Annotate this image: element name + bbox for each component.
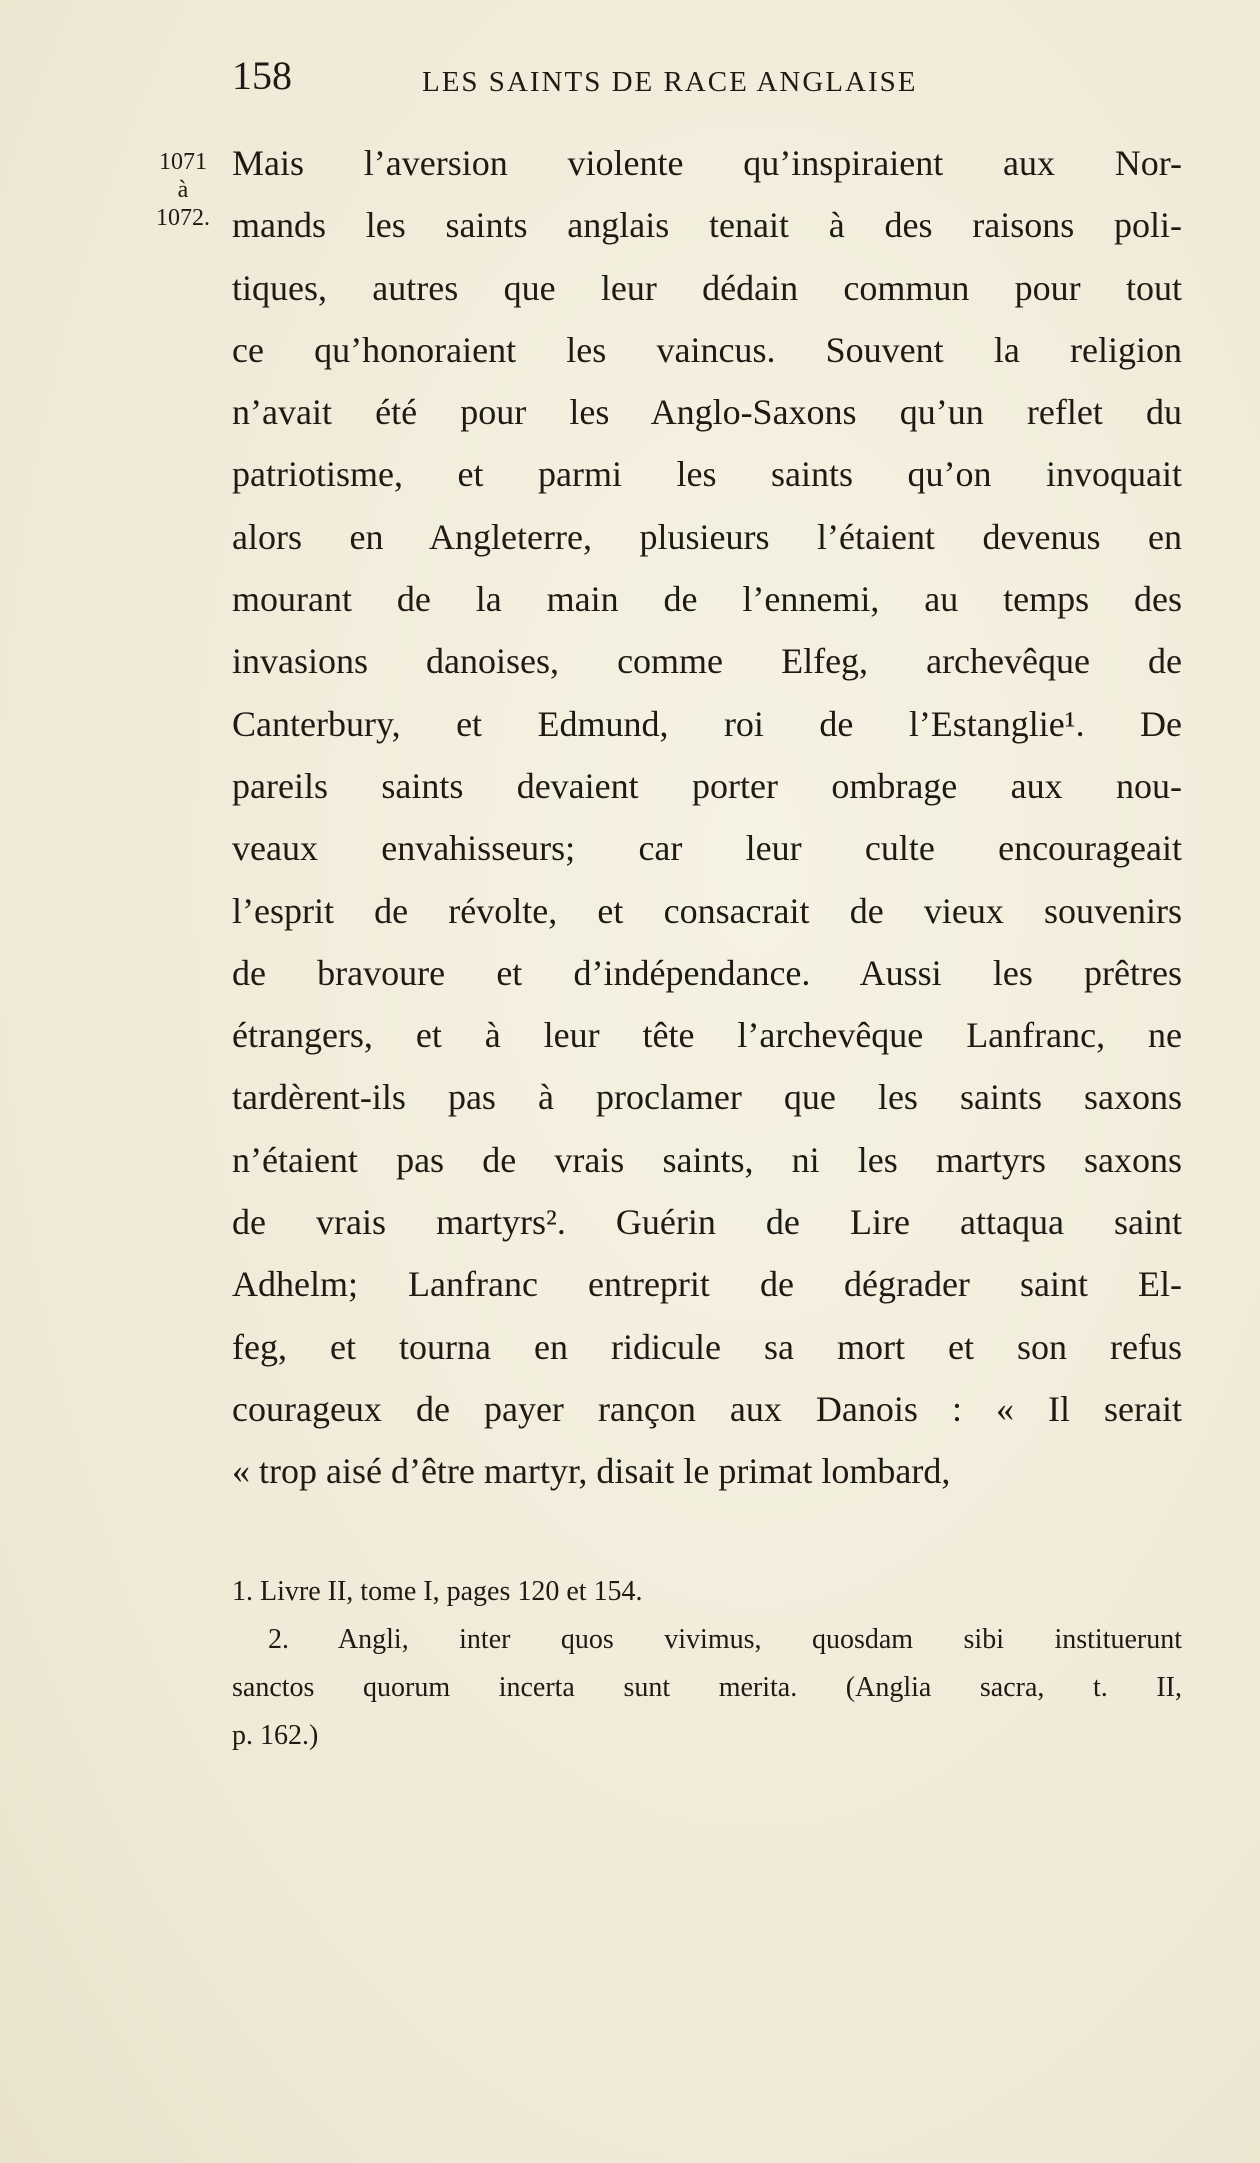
- text-line: étrangers, et à leur tête l’archevêque Lanfranc, ne: [232, 1015, 1182, 1056]
- text-line: alors en Angleterre, plusieurs l’étaient devenus en: [232, 516, 1182, 557]
- text-line: tardèrent-ils pas à proclamer que les saints saxons: [232, 1077, 1182, 1118]
- text-line: tiques, autres que leur dédain commun pour tout: [232, 267, 1182, 308]
- running-head: LES SAINTS DE RACE ANGLAISE: [422, 66, 918, 98]
- margin-date-separator: à: [177, 177, 189, 203]
- text-line: n’avait été pour les Anglo-Saxons qu’un reflet du: [232, 392, 1182, 433]
- text-line: veaux envahisseurs; car leur culte encourageait: [232, 828, 1182, 869]
- text-line: Mais l’aversion violente qu’inspiraient aux Nor-: [232, 143, 1182, 183]
- margin-date-note: [138, 148, 228, 232]
- footnote-2-continued: sanctos quorum incerta sunt merita. (Anglia sacra, t. II,: [232, 1672, 1182, 1703]
- text-line: mourant de la main de l’ennemi, au temps des: [232, 579, 1182, 620]
- margin-date-to: 1072.: [156, 205, 210, 231]
- footnote-1: 1. Livre II, tome I, pages 120 et 154.: [232, 1576, 643, 1607]
- page-number: 158: [232, 53, 292, 98]
- text-line: Canterbury, et Edmund, roi de l’Estanglie¹. De: [232, 703, 1182, 744]
- text-line: de vrais martyrs². Guérin de Lire attaqua saint: [232, 1202, 1182, 1243]
- text-line: n’étaient pas de vrais saints, ni les martyrs saxons: [232, 1139, 1182, 1180]
- text-line: invasions danoises, comme Elfeg, archevêque de: [232, 641, 1182, 682]
- text-line: courageux de payer rançon aux Danois : « Il serait: [232, 1388, 1182, 1429]
- text-line: feg, et tourna en ridicule sa mort et son refus: [232, 1326, 1182, 1367]
- footnote-2: 2. Angli, inter quos vivimus, quosdam sibi instituerunt: [268, 1624, 1182, 1655]
- text-line: Adhelm; Lanfranc entreprit de dégrader saint El-: [232, 1264, 1182, 1305]
- text-line: l’esprit de révolte, et consacrait de vieux souvenirs: [232, 890, 1182, 931]
- margin-date-from: 1071: [159, 149, 207, 175]
- text-line: « trop aisé d’être martyr, disait le primat lombard,: [232, 1451, 951, 1492]
- text-line: pareils saints devaient porter ombrage aux nou-: [232, 765, 1182, 806]
- main-text: [232, 132, 1182, 1503]
- page-header: [232, 53, 1012, 112]
- text-line: de bravoure et d’indépendance. Aussi les prêtres: [232, 952, 1182, 993]
- text-line: mands les saints anglais tenait à des raisons poli-: [232, 205, 1182, 246]
- text-line: ce qu’honoraient les vaincus. Souvent la religion: [232, 329, 1182, 370]
- footnotes: [232, 1568, 1182, 1760]
- text-line: patriotisme, et parmi les saints qu’on invoquait: [232, 454, 1182, 495]
- footnote-2-end: p. 162.): [232, 1720, 319, 1751]
